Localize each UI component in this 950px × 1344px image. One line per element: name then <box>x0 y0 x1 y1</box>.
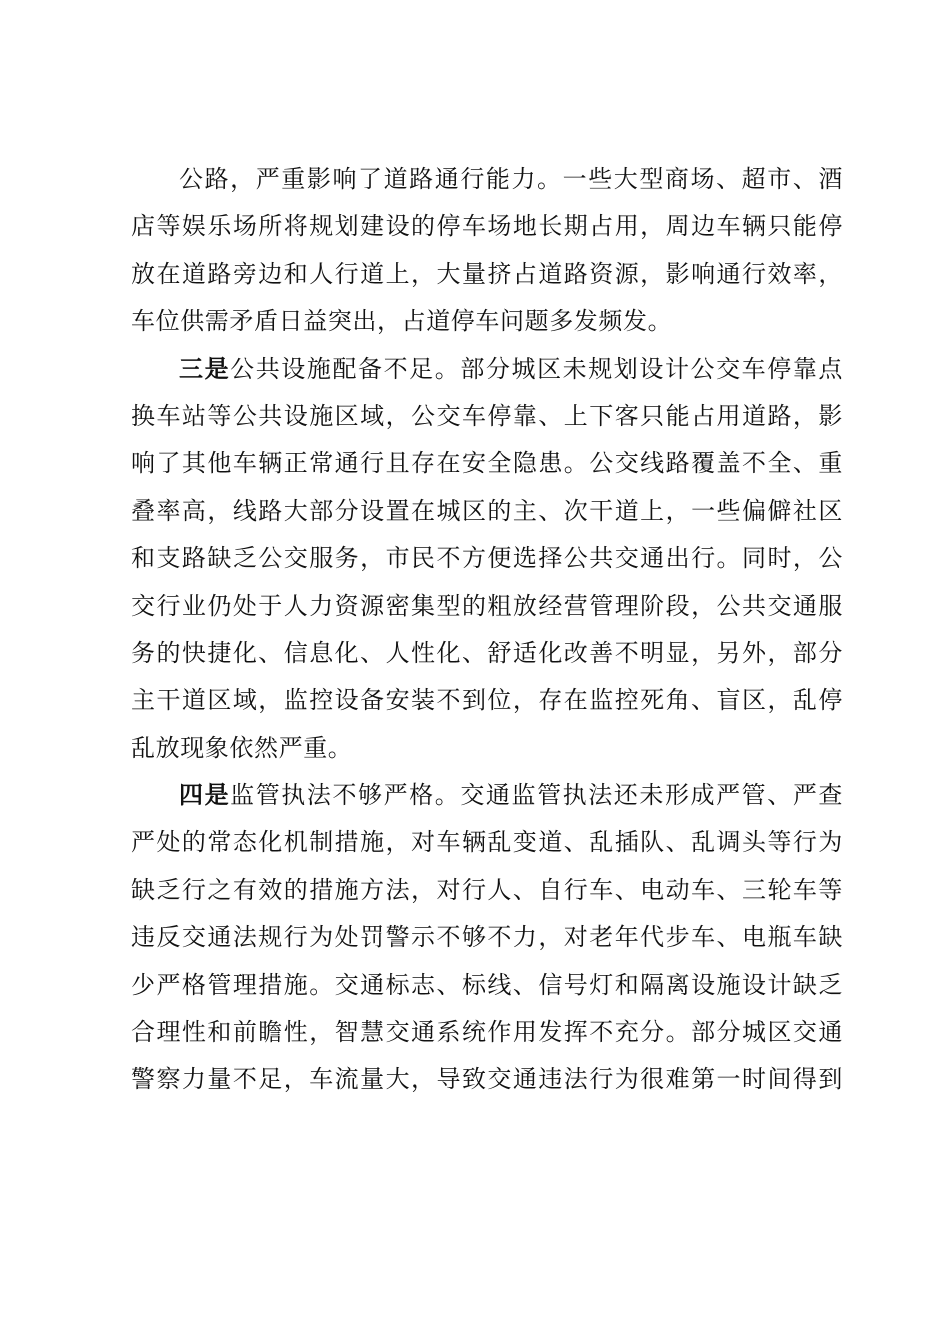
text-line: 响了其他车辆正常通行且存在安全隐患。公交线路覆盖不全、重 <box>131 449 843 478</box>
text-line: 主干道区域，监控设备安装不到位，存在监控死角、盲区，乱停 <box>131 686 843 715</box>
paragraph-lead: 四是 <box>179 781 231 810</box>
text-line: 乱放现象依然严重。 <box>131 733 353 762</box>
text-line: 警察力量不足，车流量大，导致交通违法行为很难第一时间得到 <box>131 1065 843 1094</box>
text-line: 违反交通法规行为处罚警示不够不力，对老年代步车、电瓶车缺 <box>131 923 843 952</box>
text-line: 放在道路旁边和人行道上，大量挤占道路资源，影响通行效率， <box>131 259 843 288</box>
paragraph-lead: 三是 <box>179 354 231 383</box>
text-line: 合理性和前瞻性，智慧交通系统作用发挥不充分。部分城区交通 <box>131 1018 843 1047</box>
text-line: 换车站等公共设施区域，公交车停靠、上下客只能占用道路，影 <box>131 401 843 430</box>
text-line: 严处的常态化机制措施，对车辆乱变道、乱插队、乱调头等行为 <box>131 828 843 857</box>
paragraph-2 <box>131 346 843 773</box>
paragraph-first-line <box>131 772 843 819</box>
paragraph-1 <box>131 156 843 346</box>
text-line: 务的快捷化、信息化、人性化、舒适化改善不明显，另外，部分 <box>131 638 843 667</box>
text-line: 车位供需矛盾日益突出，占道停车问题多发频发。 <box>131 307 673 336</box>
text-line: 交行业仍处于人力资源密集型的粗放经营管理阶段，公共交通服 <box>131 591 843 620</box>
text-line: 和支路缺乏公交服务，市民不方便选择公共交通出行。同时，公 <box>131 544 843 573</box>
text-line: 叠率高，线路大部分设置在城区的主、次干道上，一些偏僻社区 <box>131 496 843 525</box>
paragraph-first-line <box>131 346 843 393</box>
text-line: 少严格管理措施。交通标志、标线、信号灯和隔离设施设计缺乏 <box>131 970 843 999</box>
paragraph-first-text: 监管执法不够严格。交通监管执法还未形成严管、严查 <box>230 781 843 810</box>
text-line: 缺乏行之有效的措施方法，对行人、自行车、电动车、三轮车等 <box>131 875 843 904</box>
text-line: 公路，严重影响了道路通行能力。一些大型商场、超市、酒 <box>179 165 843 193</box>
document-body <box>131 156 843 1104</box>
paragraph-first-text: 公共设施配备不足。部分城区未规划设计公交车停靠点 <box>230 354 843 383</box>
paragraph-3 <box>131 772 843 1104</box>
text-line: 店等娱乐场所将规划建设的停车场地长期占用，周边车辆只能停 <box>131 212 843 241</box>
